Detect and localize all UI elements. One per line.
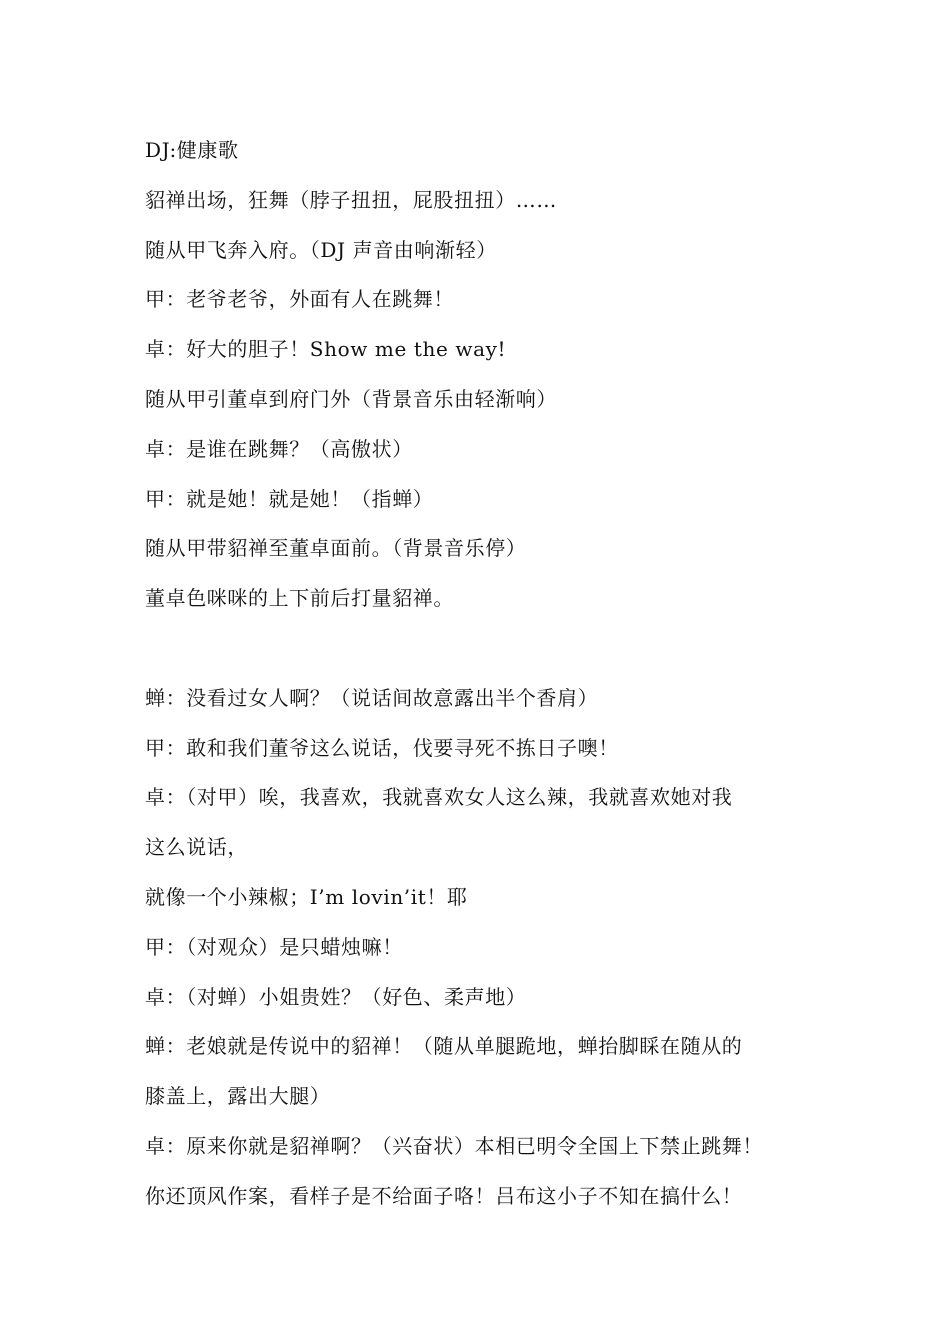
script-line-18: 卓：（对蝉）小姐贵姓？（好色、柔声地） — [145, 984, 527, 1009]
script-line-17: 甲：（对观众）是只蜡烛嘛！ — [145, 934, 403, 959]
script-line-12: 蝉：没看过女人啊？（说话间故意露出半个香肩） — [145, 685, 599, 710]
script-line-14: 卓：（对甲）唉，我喜欢，我就喜欢女人这么辣，我就喜欢她对我 — [145, 785, 733, 810]
script-line-7: 卓：是谁在跳舞？（高傲状） — [145, 436, 413, 461]
script-line-16: 就像一个小辣椒；I’m lovin’it！耶 — [145, 884, 468, 909]
script-line-2: 貂禅出场，狂舞（脖子扭扭，屁股扭扭）…… — [145, 187, 557, 212]
script-line-4: 甲：老爷老爷，外面有人在跳舞！ — [145, 287, 454, 312]
script-line-9: 随从甲带貂禅至董卓面前。（背景音乐停） — [145, 536, 527, 561]
script-line-5: 卓：好大的胆子！Show me the way! — [145, 337, 507, 362]
script-line-19: 蝉：老娘就是传说中的貂禅！（随从单腿跪地，蝉抬脚睬在随从的 — [145, 1034, 743, 1059]
script-line-1: DJ:健康歌 — [145, 138, 239, 162]
script-line-6: 随从甲引董卓到府门外（背景音乐由轻渐响） — [145, 386, 557, 411]
script-text-body — [145, 126, 825, 1222]
script-line-21: 卓：原来你就是貂禅啊？（兴奋状）本相已明令全国上下禁止跳舞！ — [145, 1133, 763, 1158]
script-line-3: 随从甲飞奔入府。（DJ 声音由响渐轻） — [145, 237, 497, 262]
script-line-20: 膝盖上，露出大腿） — [145, 1084, 331, 1109]
blank-line — [145, 624, 825, 674]
script-line-22: 你还顶风作案，看样子是不给面子咯！吕布这小子不知在搞什么！ — [145, 1183, 743, 1208]
script-line-15: 这么说话， — [145, 835, 248, 860]
script-line-10: 董卓色咪咪的上下前后打量貂禅。 — [145, 586, 454, 611]
script-line-8: 甲：就是她！就是她！（指蝉） — [145, 486, 434, 511]
script-line-13: 甲：敢和我们董爷这么说话，伐要寻死不拣日子噢！ — [145, 735, 619, 760]
